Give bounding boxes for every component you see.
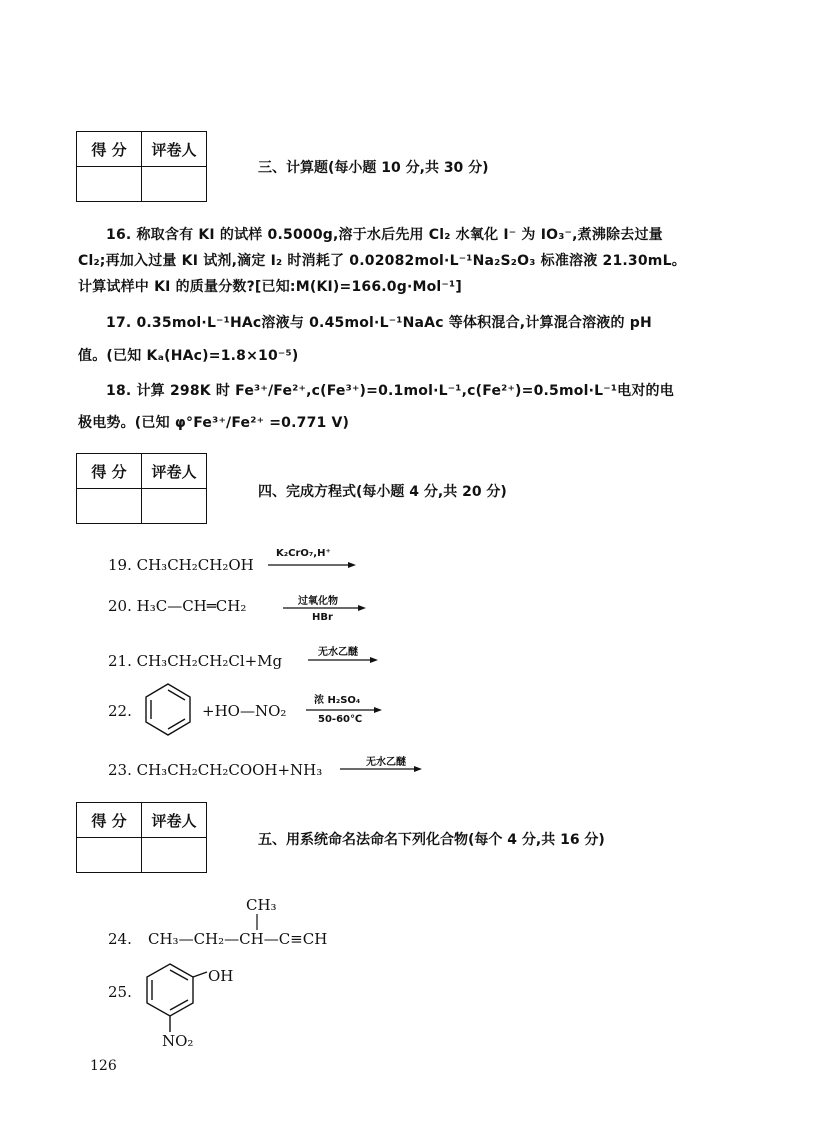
- q16-line3: 计算试样中 KI 的质量分数?[已知:M(KI)=166.0g·Mol⁻¹]: [78, 279, 462, 295]
- score-label: 得 分: [77, 132, 142, 167]
- nitrophenol-ring: [147, 964, 207, 1032]
- q18-line2: 极电势。(已知 φ°Fe³⁺/Fe²⁺ =0.771 V): [78, 415, 350, 431]
- q18-line1: 18. 计算 298K 时 Fe³⁺/Fe²⁺,c(Fe³⁺)=0.1mol·L⁻¹,c(Fe²⁺)=0.5mol·L⁻¹电对的电: [106, 383, 674, 399]
- q20-condition-top: 过氧化物: [298, 596, 338, 607]
- score-label: 得 分: [77, 803, 142, 838]
- benzene-ring: [146, 684, 190, 735]
- q21-condition: 无水乙醚: [318, 647, 358, 658]
- q17-line2: 值。(已知 Kₐ(HAc)=1.8×10⁻⁵): [78, 348, 299, 364]
- q16-line1: 16. 称取含有 KI 的试样 0.5000g,溶于水后先用 Cl₂ 水氧化 I⁻ 为 IO₃⁻,煮沸除去过量: [106, 227, 663, 243]
- score-label: 得 分: [77, 454, 142, 489]
- page-number: 126: [90, 1058, 117, 1074]
- q25-no2: NO₂: [162, 1032, 194, 1050]
- q22-number: 22.: [108, 702, 132, 720]
- q22-reagent: +HO—NO₂: [202, 702, 287, 720]
- q21-reactant: 21. CH₃CH₂CH₂Cl+Mg: [108, 652, 283, 670]
- q17-line1: 17. 0.35mol·L⁻¹HAc溶液与 0.45mol·L⁻¹NaAc 等体积混合,计算混合溶液的 pH: [106, 315, 652, 331]
- q19-reactant: 19. CH₃CH₂CH₂OH: [108, 556, 254, 574]
- grader-label: 评卷人: [142, 132, 207, 167]
- q25-oh: OH: [208, 967, 234, 985]
- section-3-title: 三、计算题(每小题 10 分,共 30 分): [258, 160, 489, 176]
- q19-condition: K₂CrO₇,H⁺: [276, 548, 331, 559]
- grader-label: 评卷人: [142, 803, 207, 838]
- section-5-title: 五、用系统命名法命名下列化合物(每个 4 分,共 16 分): [258, 832, 605, 848]
- q24-number: 24.: [108, 930, 132, 948]
- q16-line2: Cl₂;再加入过量 KI 试剂,滴定 I₂ 时消耗了 0.02082mol·L⁻¹Na₂S₂O₃ 标准溶液 21.30mL。: [78, 253, 686, 269]
- q20-condition-bottom: HBr: [312, 612, 333, 623]
- q24-methyl: CH₃: [246, 896, 277, 914]
- q20-reactant: 20. H₃C—CH═CH₂: [108, 597, 247, 615]
- q24-chain: CH₃—CH₂—CH—C≡CH: [148, 930, 328, 948]
- q22-condition-top: 浓 H₂SO₄: [314, 695, 361, 706]
- grader-label: 评卷人: [142, 454, 207, 489]
- section-4-title: 四、完成方程式(每小题 4 分,共 20 分): [258, 484, 507, 500]
- q25-number: 25.: [108, 983, 132, 1001]
- q23-reactant: 23. CH₃CH₂CH₂COOH+NH₃: [108, 761, 323, 779]
- q23-condition: 无水乙醚: [366, 757, 406, 768]
- q22-condition-bottom: 50-60℃: [318, 714, 363, 725]
